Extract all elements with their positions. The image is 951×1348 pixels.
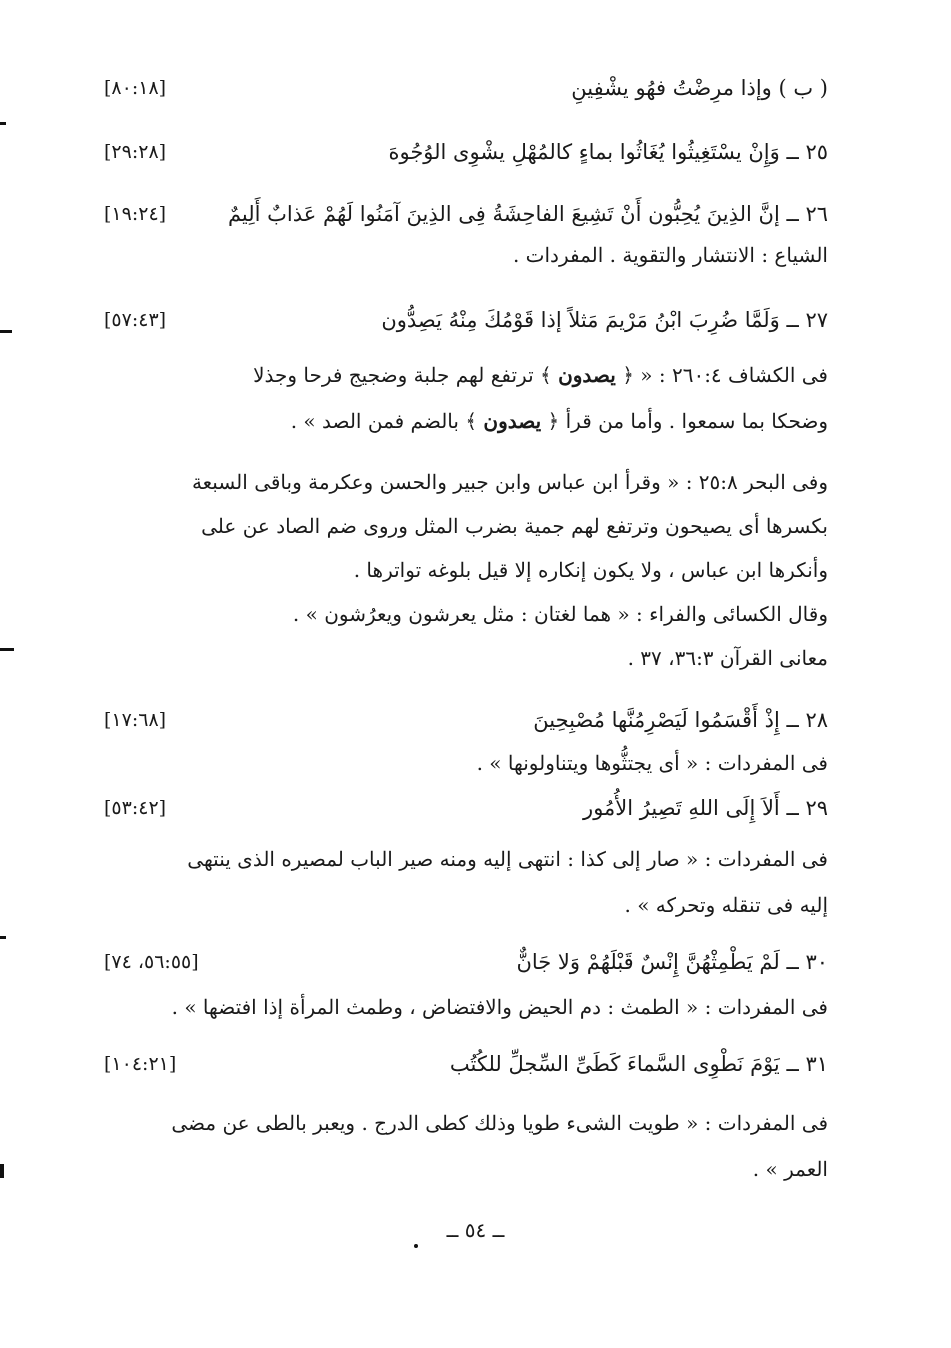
bahr-line-3: وأنكرها ابن عباس ، ولا يكون إنكاره إلا قيل بلوغه تواترها . <box>353 558 828 582</box>
bahr-line-4: وقال الكسائى والفراء : « هما لغتان : مثل يعرشون ويعرُشون » . <box>292 602 828 626</box>
text-run: ﴾ بالضم فمن الصد » . <box>290 409 478 433</box>
verse-text: ٢٨ ــ إِذْ أَقْسَمُوا لَيَصْرِمُنَّها مُصْبِحِينَ <box>533 708 828 732</box>
text-run: ﴾ ترتفع لهم جلبة وضجيج فرحا وجذلا <box>253 363 552 387</box>
scan-mark <box>0 936 6 939</box>
note-line: فى المفردات : « الطمث : دم الحيض والافتضاض ، وطمث المرأة إذا افتضها » . <box>171 995 828 1019</box>
verse-line-28 <box>104 698 828 742</box>
sayr-line-1: فى المفردات : « صار إلى كذا : انتهى إليه ومنه صير الباب لمصيره الذى ينتهى <box>187 847 828 871</box>
note-26 <box>104 232 828 278</box>
verse-reference: [٢٩:٢٨] <box>104 141 167 163</box>
verse-reference: [٥٧:٤٣] <box>104 309 167 331</box>
quranic-word: يصدون <box>558 363 616 387</box>
bahr-line-1: وفى البحر ٢٥:٨ : « وقرأ ابن عباس وابن جبير والحسن وعكرمة وباقى السبعة <box>191 470 828 494</box>
text-run: وضحكا بما سمعوا . وأما من قرأ ﴿ <box>547 409 828 433</box>
verse-line-27 <box>104 298 828 342</box>
verse-reference: [٨٠:١٨] <box>104 77 167 99</box>
scan-mark <box>414 1244 418 1248</box>
verse-reference: [٥٣:٤٢] <box>104 797 167 819</box>
tayy-line-2: العمر » . <box>752 1157 828 1181</box>
verse-text: ٢٩ ــ أَلاَ إِلَى اللهِ تَصِيرُ الأُمُور <box>583 796 828 820</box>
scan-mark <box>0 1164 4 1178</box>
verse-line-31 <box>104 1042 828 1086</box>
quranic-word: يصدون <box>483 409 542 433</box>
bahr-line-2: بكسرها أى يصيحون وترتفع لهم جمية بضرب المثل وروى ضم الصاد عن على <box>201 514 828 538</box>
scan-mark <box>0 122 6 125</box>
verse-line-26 <box>104 192 828 236</box>
verse-text: ٣١ ــ يَوْمَ نَطْوِى السَّماءَ كَطَىِّ السِّجلِّ للكُتُب <box>449 1052 828 1076</box>
verse-line-29 <box>104 786 828 830</box>
verse-line-25 <box>104 130 828 174</box>
verse-text: ٣٠ ــ لَمْ يَطْمِثْهُنَّ إِنْسٌ قَبْلَهُمْ وَلا جَانٌّ <box>516 950 828 974</box>
sayr-paragraph <box>104 836 828 928</box>
verse-text: ( ب ) وإذا مرِضْتُ فهُو يشْفِينِ <box>571 76 828 100</box>
note-30 <box>104 984 828 1030</box>
text-run: فى الكشاف ٢٦٠:٤ : « ﴿ <box>622 363 828 387</box>
verse-reference: [١٠٤:٢١] <box>104 1053 177 1075</box>
scan-mark <box>0 330 12 333</box>
tayy-paragraph <box>104 1100 828 1192</box>
sayr-line-2: إليه فى تنقله وتحركه » . <box>624 893 828 917</box>
verse-line-30 <box>104 940 828 984</box>
note-28 <box>104 740 828 786</box>
kashshaf-paragraph <box>104 352 828 444</box>
note-line: فى المفردات : « أى يجتثُّوها ويتناولونها » . <box>476 751 828 775</box>
verse-text: ٢٧ ــ وَلَمَّا ضُرِبَ ابْنُ مَرْيمَ مَثلاً إذا قَوْمُكَ مِنْهُ يَصِدُّون <box>381 308 828 332</box>
tayy-line-1: فى المفردات : « طويت الشىء طويا وذلك كطى الدرج . ويعبر بالطى عن مضى <box>171 1111 828 1135</box>
verse-reference: [١٩:٢٤] <box>104 203 167 225</box>
page-number: ــ ٥٤ ــ <box>446 1218 505 1242</box>
bahr-paragraph <box>104 460 828 680</box>
verse-text: ٢٦ ــ إنَّ الذِينَ يُحِبُّون أَنْ تَشِيعَ الفاحِشَةُ فِى الذِينَ آمَنُوا لَهُمْ عَذابٌ أَلِيمٌ <box>227 202 828 226</box>
note-line: الشياع : الانتشار والتقوية . المفردات . <box>512 243 828 267</box>
verse-line-b <box>104 66 828 110</box>
verse-reference: [١٧:٦٨] <box>104 709 167 731</box>
kashshaf-line-2 <box>104 398 828 444</box>
scan-mark <box>0 648 14 651</box>
verse-reference: [٥٦:٥٥، ٧٤] <box>104 951 199 973</box>
verse-text: ٢٥ ــ وَإِنْ يسْتَغِيثُوا يُغَاثُوا بماءٍ كالمُهْلِ يشْوِى الوُجُوهَ <box>388 140 828 164</box>
kashshaf-line-1 <box>104 352 828 398</box>
bahr-line-5: معانى القرآن ٣٦:٣، ٣٧ . <box>627 646 828 670</box>
